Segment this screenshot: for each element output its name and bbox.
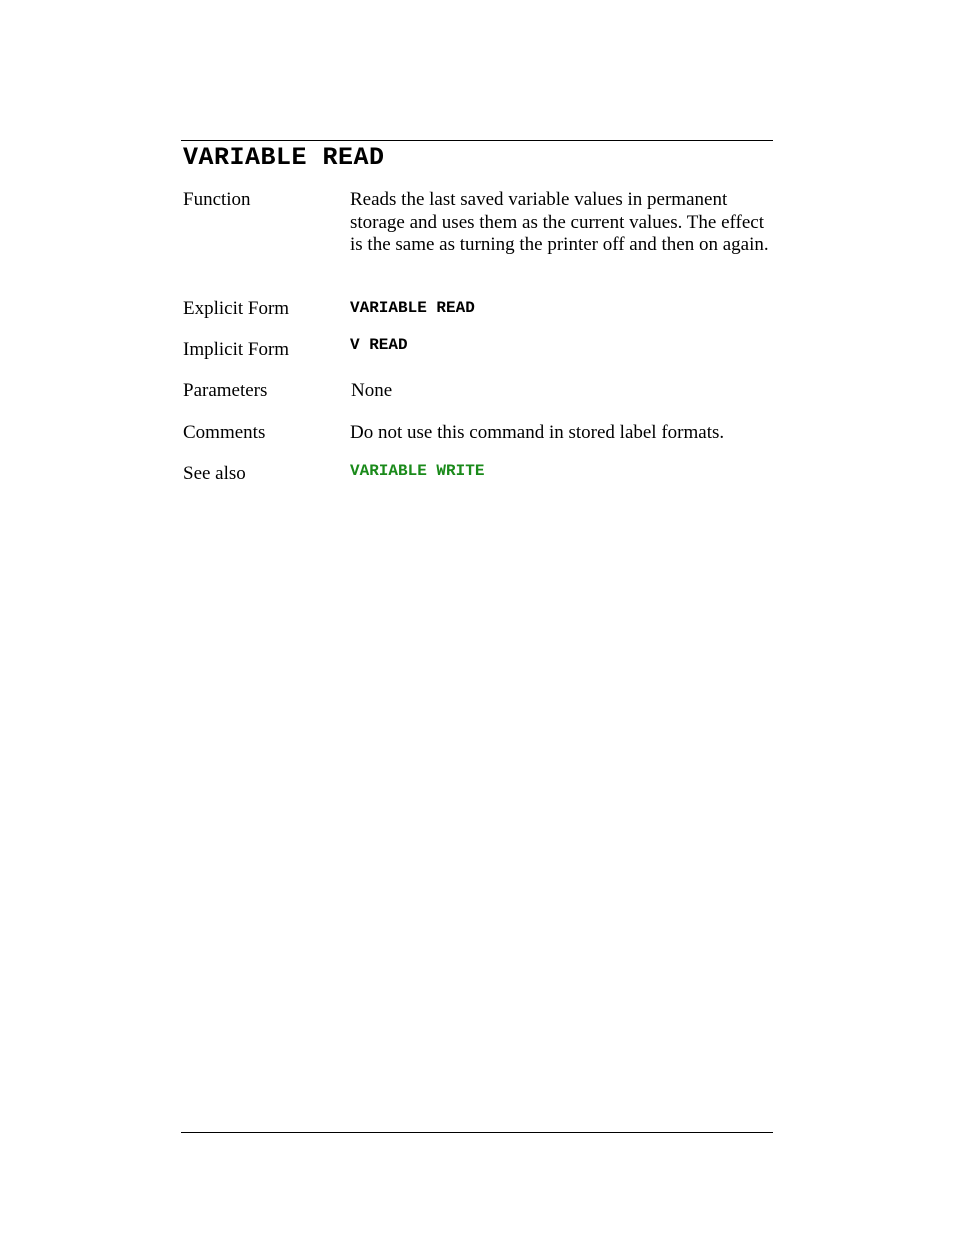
explicit-form-value: VARIABLE READ xyxy=(350,299,475,317)
parameters-value: None xyxy=(351,380,393,401)
comments-value: Do not use this command in stored label formats. xyxy=(350,422,725,443)
see-also-label: See also xyxy=(183,463,246,484)
implicit-form-label: Implicit Form xyxy=(183,339,290,360)
explicit-form-label: Explicit Form xyxy=(183,298,290,319)
comments-label: Comments xyxy=(183,422,266,443)
function-label: Function xyxy=(183,189,251,210)
top-rule xyxy=(181,140,773,141)
page-title: VARIABLE READ xyxy=(183,143,385,172)
function-description: Reads the last saved variable values in permanent storage and uses them as the current values. The effect is the same as turning the printer off and then on again. xyxy=(350,189,769,255)
see-also-link-variable-write[interactable]: VARIABLE WRITE xyxy=(350,462,485,480)
implicit-form-value: V READ xyxy=(350,336,408,354)
bottom-rule xyxy=(181,1132,773,1133)
parameters-label: Parameters xyxy=(183,380,268,401)
